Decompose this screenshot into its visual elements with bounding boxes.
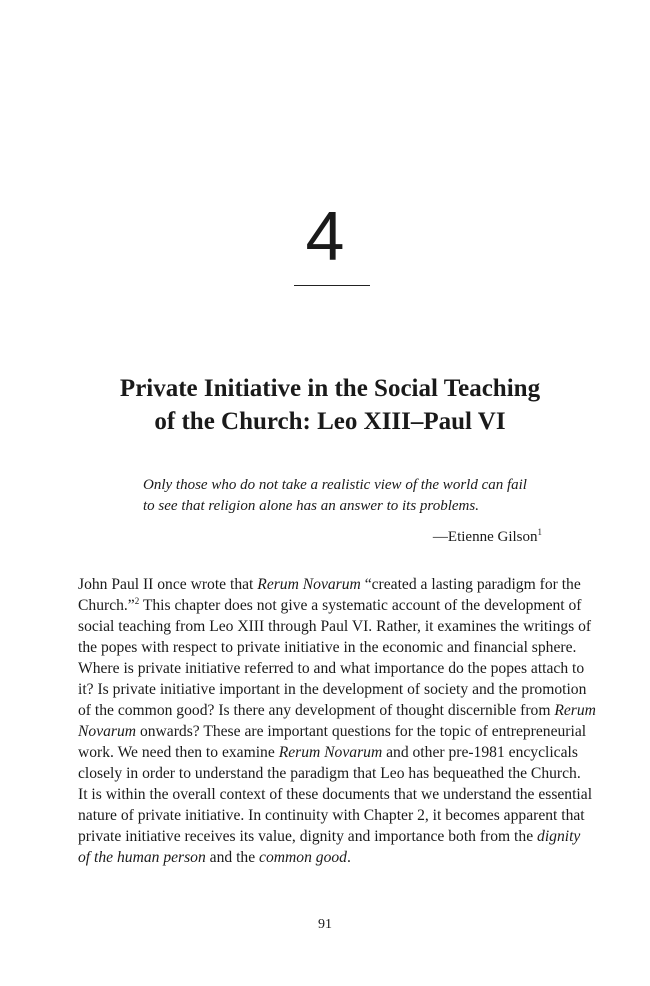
body-text-run: of the common good? Is there any development of thought discernible from [78,702,555,719]
page-number: 91 [318,917,332,932]
epigraph-line: Only those who do not take a realistic view of the world can fail [143,477,527,493]
italic-text: common good [259,849,347,866]
body-text-run: This chapter does not give a systematic account of the development of [139,597,582,614]
body-text-run: closely in order to understand the paradigm that Leo has bequeathed the Church. [78,765,581,782]
italic-text: dignity [537,828,581,845]
italic-text: Novarum [78,723,137,740]
body-text-run: John Paul II once wrote that [78,576,258,593]
body-line [78,637,577,658]
body-text-run: private initiative receives its value, dignity and importance both from the [78,828,538,845]
body-line [78,658,585,679]
body-text-run: work. We need then to examine [78,744,279,761]
body-line [78,805,585,826]
italic-text: Rerum Novarum [257,576,361,593]
body-line [78,847,572,868]
epigraph [143,475,543,517]
italic-text: of the human person [78,849,206,866]
body-line [78,700,596,721]
body-text-run: and the [205,849,260,866]
footnote-mark: 2 [134,595,140,606]
chapter-title [80,372,580,438]
body-paragraph [78,574,596,868]
epigraph-attribution [300,527,542,548]
body-line [78,595,582,616]
body-text-run: Where is private initiative referred to and what importance do the popes attach to [78,660,585,677]
body-text-run: nature of private initiative. In continuity with Chapter 2, it becomes apparent that [78,807,585,824]
body-line [78,742,578,763]
body-text-run: “created a lasting paradigm for the [360,576,581,593]
body-line [78,721,587,742]
body-text-run: it? Is private initiative important in the development of society and the promotion [78,681,587,698]
chapter-title-line: of the Church: Leo XIII–Paul VI [154,408,506,435]
body-line [78,784,593,805]
attribution-text: —Etienne Gilson [432,529,538,545]
body-text-run: It is within the overall context of these documents that we understand the essential [78,786,593,803]
chapter-title-line: Private Initiative in the Social Teaching [119,375,541,402]
body-line [78,679,587,700]
italic-text: Rerum [554,702,596,719]
body-line [78,574,581,595]
chapter-rule [294,285,370,286]
footnote-mark: 1 [537,527,542,537]
body-text-run: onwards? These are important questions for the topic of entrepreneurial [136,723,587,740]
body-text-run: . [346,849,351,866]
body-text-run: the popes with respect to private initiative in the economic and financial sphere. [78,639,577,656]
body-text-run: and other pre-1981 encyclicals [382,744,578,761]
body-text-run: Church.” [78,597,135,614]
body-line [78,826,581,847]
chapter-number: 4 [305,197,345,275]
body-line [78,616,592,637]
body-text-run: social teaching from Leo XIII through Paul VI. Rather, it examines the writings of [78,618,592,635]
body-line [78,763,581,784]
italic-text: Rerum Novarum [278,744,383,761]
epigraph-line: to see that religion alone has an answer to its problems. [143,498,479,514]
